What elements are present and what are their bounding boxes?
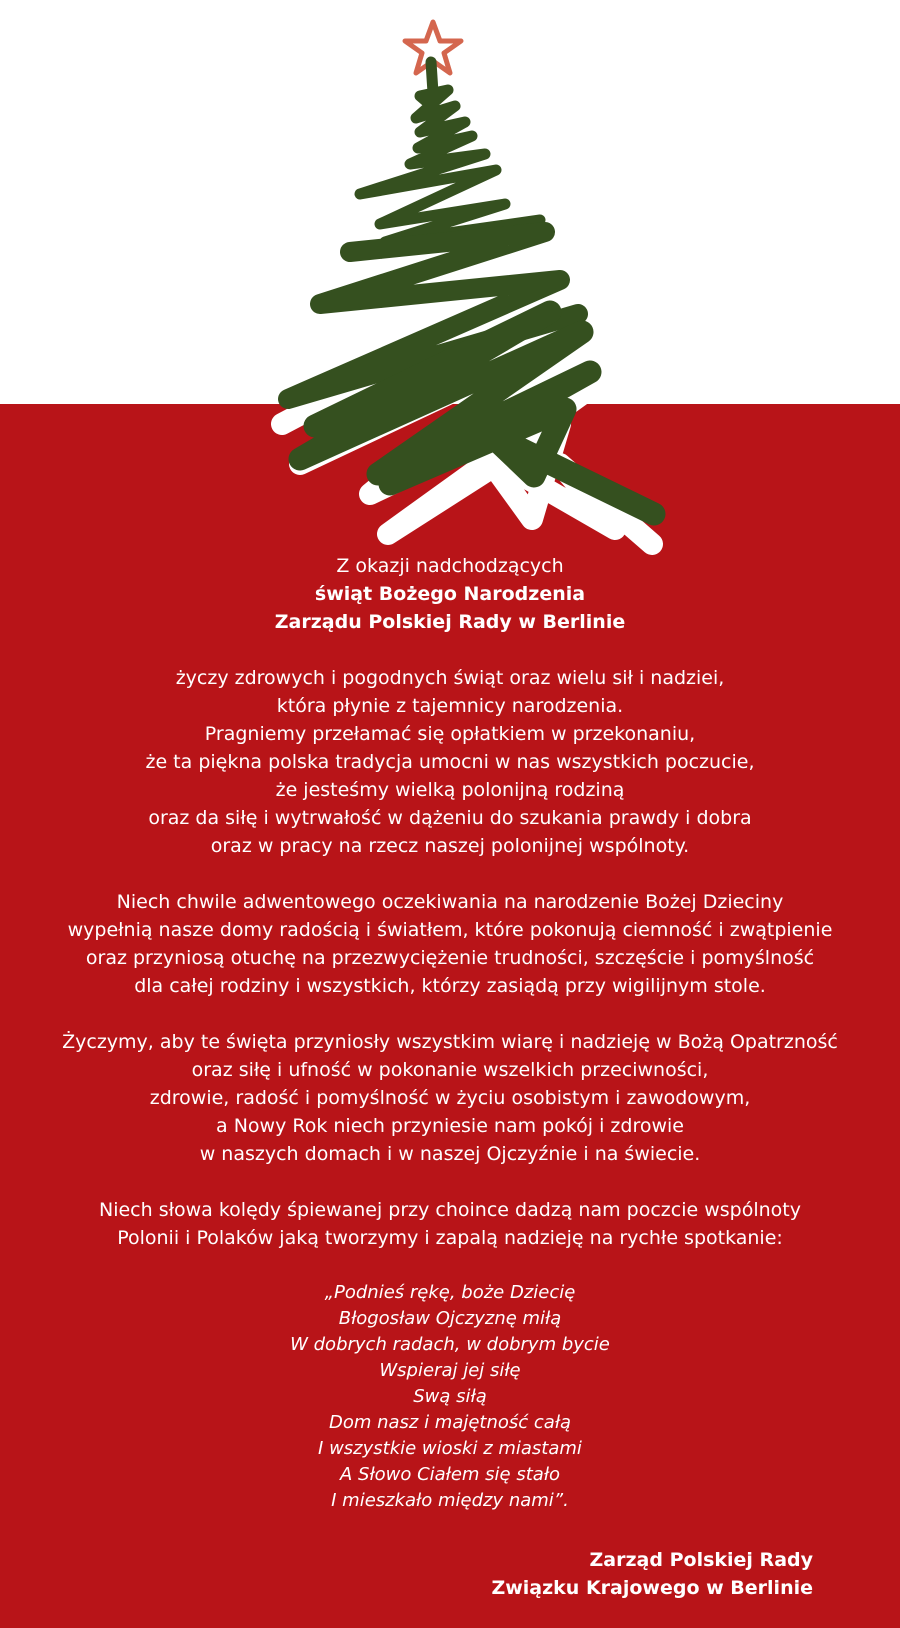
paragraph-new-year (0, 1028, 900, 1168)
text-line: Niech słowa kolędy śpiewanej przy choince dadzą nam poczcie wspólnoty (99, 1199, 801, 1221)
signature (491, 1546, 813, 1602)
text-line: wypełnią nasze domy radością i światłem, które pokonują ciemność i zwątpienie (67, 919, 833, 941)
paragraph-wishes (0, 664, 900, 860)
signature-line: Zarząd Polskiej Rady (589, 1549, 813, 1571)
intro-line: Z okazji nadchodzących (336, 555, 564, 577)
signature-line: Związku Krajowego w Berlinie (491, 1577, 813, 1599)
tree-branches (288, 62, 654, 514)
carol-poem (0, 1280, 900, 1514)
text-line: zdrowie, radość i pomyślność w życiu osobistym i zawodowym, (149, 1087, 751, 1109)
text-line: oraz przyniosą otuchę na przezwyciężenie trudności, szczęście i pomyślność (85, 947, 815, 969)
poem-line: Swą siłą (413, 1386, 487, 1407)
paragraph-advent (0, 888, 900, 1000)
text-line: oraz siłę i ufność w pokonanie wszelkich przeciwności, (191, 1059, 709, 1081)
greeting-text (0, 552, 900, 1514)
poem-line: W dobrych radach, w dobrym bycie (290, 1334, 610, 1355)
poem-line: „Podnieś rękę, boże Dziecię (324, 1282, 576, 1303)
poem-line: Błogosław Ojczyznę miłą (338, 1308, 562, 1329)
poem-line: Wspieraj jej siłę (379, 1360, 521, 1381)
text-line: że jesteśmy wielką polonijną rodziną (275, 779, 625, 801)
christmas-tree-icon (260, 14, 700, 574)
text-line: a Nowy Rok niech przyniesie nam pokój i zdrowie (216, 1115, 684, 1137)
poem-line: I wszystkie wioski z miastami (318, 1438, 582, 1459)
text-line: oraz da siłę i wytrwałość w dążeniu do szukania prawdy i dobra (148, 807, 752, 829)
text-line: w naszych domach i w naszej Ojczyźnie i na świecie. (199, 1143, 701, 1165)
poem-line: A Słowo Ciałem się stało (339, 1464, 561, 1485)
text-line: która płynie z tajemnicy narodzenia. (276, 695, 624, 717)
intro-sender: Zarządu Polskiej Rady w Berlinie (274, 611, 626, 633)
text-line: Polonii i Polaków jaką tworzymy i zapalą nadzieję na rychłe spotkanie: (117, 1227, 783, 1249)
poem-line: Dom nasz i majętność całą (328, 1412, 572, 1433)
text-line: życzy zdrowych i pogodnych świąt oraz wielu sił i nadziei, (175, 667, 725, 689)
text-line: że ta piękna polska tradycja umocni w nas wszystkich poczucie, (145, 751, 755, 773)
intro (0, 552, 900, 636)
text-line: dla całej rodziny i wszystkich, którzy zasiądą przy wigilijnym stole. (134, 975, 766, 997)
text-line: oraz w pracy na rzecz naszej polonijnej wspólnoty. (210, 835, 690, 857)
paragraph-carol (0, 1196, 900, 1252)
poem-line: I mieszkało między nami”. (331, 1490, 569, 1511)
text-line: Życzymy, aby te święta przyniosły wszystkim wiarę i nadzieję w Bożą Opatrzność (62, 1031, 838, 1053)
intro-occasion: świąt Bożego Narodzenia (314, 583, 586, 605)
text-line: Niech chwile adwentowego oczekiwania na narodzenie Bożej Dzieciny (116, 891, 784, 913)
text-line: Pragniemy przełamać się opłatkiem w przekonaniu, (204, 723, 696, 745)
